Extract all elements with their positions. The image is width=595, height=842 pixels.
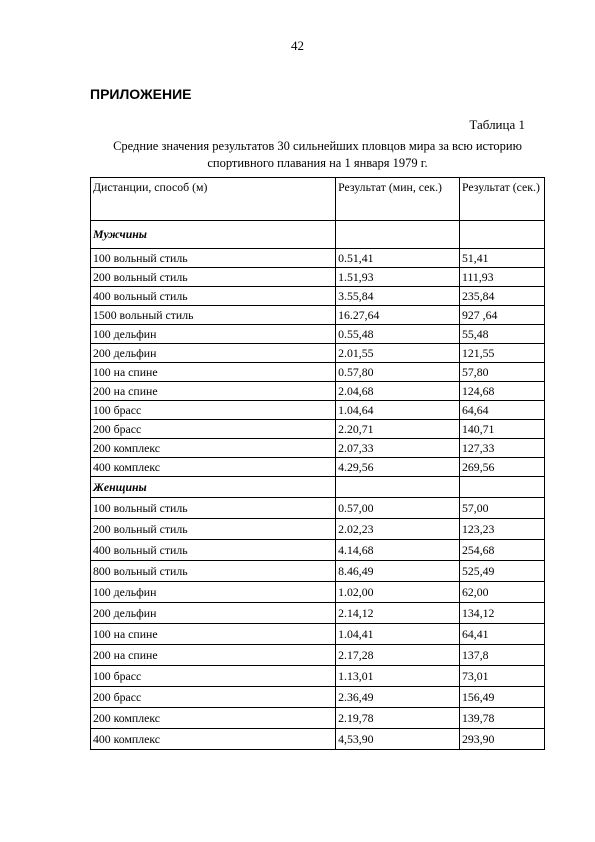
result-sec-cell: 57,00 [460,498,545,519]
table-row [91,382,545,401]
table-row [91,420,545,439]
page-number: 42 [291,38,304,53]
table-row [91,519,545,540]
table-row [91,708,545,729]
distance-cell: 400 комплекс [91,729,336,750]
result-min-sec-cell: 2.07,33 [336,439,460,458]
caption-line: Средние значения результатов 30 сильнейших пловцов мира за всю историю [113,139,522,153]
distance-cell: 200 брасс [91,420,336,439]
result-min-sec-cell: 2.02,23 [336,519,460,540]
table-row [91,363,545,382]
result-min-sec-cell: 2.01,55 [336,344,460,363]
table-row [91,498,545,519]
table-row [91,729,545,750]
distance-cell: 200 дельфин [91,603,336,624]
table-row [91,249,545,268]
result-min-sec-cell: 4,53,90 [336,729,460,750]
result-sec-cell: 134,12 [460,603,545,624]
result-min-sec-cell: 1.04,64 [336,401,460,420]
table-row [91,645,545,666]
empty-cell [460,221,545,249]
column-header: Результат (мин, сек.) [336,178,460,221]
result-min-sec-cell: 2.17,28 [336,645,460,666]
result-min-sec-cell: 4.14,68 [336,540,460,561]
table-row [91,458,545,477]
table-caption [90,138,545,172]
table-row [91,439,545,458]
distance-cell: 400 комплекс [91,458,336,477]
result-sec-cell: 254,68 [460,540,545,561]
table-row [91,561,545,582]
distance-cell: 200 комплекс [91,708,336,729]
distance-cell: 200 на спине [91,645,336,666]
table-header-row [91,178,545,221]
distance-cell: 200 вольный стиль [91,519,336,540]
result-min-sec-cell: 0.55,48 [336,325,460,344]
result-min-sec-cell: 1.13,01 [336,666,460,687]
distance-cell: 100 брасс [91,401,336,420]
result-min-sec-cell: 0.51,41 [336,249,460,268]
caption-line: спортивного плавания на 1 января 1979 г. [207,156,428,170]
distance-cell: 100 вольный стиль [91,249,336,268]
result-sec-cell: 156,49 [460,687,545,708]
section-title: Мужчины [91,221,336,249]
result-sec-cell: 55,48 [460,325,545,344]
table-row [91,306,545,325]
empty-cell [460,477,545,498]
result-sec-cell: 51,41 [460,249,545,268]
result-min-sec-cell: 8.46,49 [336,561,460,582]
empty-cell [336,221,460,249]
result-sec-cell: 123,23 [460,519,545,540]
result-sec-cell: 111,93 [460,268,545,287]
result-sec-cell: 235,84 [460,287,545,306]
result-min-sec-cell: 16.27,64 [336,306,460,325]
result-sec-cell: 269,56 [460,458,545,477]
distance-cell: 100 на спине [91,624,336,645]
table-row [91,666,545,687]
distance-cell: 200 вольный стиль [91,268,336,287]
table-row [91,401,545,420]
table-row [91,687,545,708]
result-sec-cell: 62,00 [460,582,545,603]
result-sec-cell: 927 ,64 [460,306,545,325]
result-min-sec-cell: 1.02,00 [336,582,460,603]
result-min-sec-cell: 2.19,78 [336,708,460,729]
result-min-sec-cell: 2.20,71 [336,420,460,439]
table-row [91,268,545,287]
result-min-sec-cell: 2.04,68 [336,382,460,401]
result-sec-cell: 64,64 [460,401,545,420]
table-number: Таблица 1 [469,117,525,132]
result-min-sec-cell: 4.29,56 [336,458,460,477]
result-min-sec-cell: 2.36,49 [336,687,460,708]
distance-cell: 100 брасс [91,666,336,687]
result-sec-cell: 73,01 [460,666,545,687]
result-sec-cell: 124,68 [460,382,545,401]
result-min-sec-cell: 3.55,84 [336,287,460,306]
result-sec-cell: 137,8 [460,645,545,666]
result-sec-cell: 140,71 [460,420,545,439]
table-row [91,603,545,624]
table-row [91,582,545,603]
result-sec-cell: 525,49 [460,561,545,582]
distance-cell: 200 комплекс [91,439,336,458]
distance-cell: 100 дельфин [91,325,336,344]
distance-cell: 400 вольный стиль [91,540,336,561]
result-sec-cell: 127,33 [460,439,545,458]
appendix-heading: ПРИЛОЖЕНИЕ [90,86,192,102]
distance-cell: 400 вольный стиль [91,287,336,306]
result-min-sec-cell: 0.57,80 [336,363,460,382]
empty-cell [336,477,460,498]
distance-cell: 800 вольный стиль [91,561,336,582]
table-row [91,344,545,363]
table-row [91,540,545,561]
results-table [90,177,545,750]
result-sec-cell: 57,80 [460,363,545,382]
distance-cell: 1500 вольный стиль [91,306,336,325]
result-min-sec-cell: 1.04,41 [336,624,460,645]
section-row [91,477,545,498]
distance-cell: 200 на спине [91,382,336,401]
result-min-sec-cell: 0.57,00 [336,498,460,519]
result-sec-cell: 121,55 [460,344,545,363]
column-header: Результат (сек.) [460,178,545,221]
table-row [91,325,545,344]
distance-cell: 200 дельфин [91,344,336,363]
result-sec-cell: 64,41 [460,624,545,645]
distance-cell: 100 дельфин [91,582,336,603]
section-row [91,221,545,249]
distance-cell: 200 брасс [91,687,336,708]
result-sec-cell: 293,90 [460,729,545,750]
column-header: Дистанции, способ (м) [91,178,336,221]
result-min-sec-cell: 2.14,12 [336,603,460,624]
distance-cell: 100 на спине [91,363,336,382]
result-sec-cell: 139,78 [460,708,545,729]
table-row [91,287,545,306]
section-title: Женщины [91,477,336,498]
table-row [91,624,545,645]
distance-cell: 100 вольный стиль [91,498,336,519]
result-min-sec-cell: 1.51,93 [336,268,460,287]
